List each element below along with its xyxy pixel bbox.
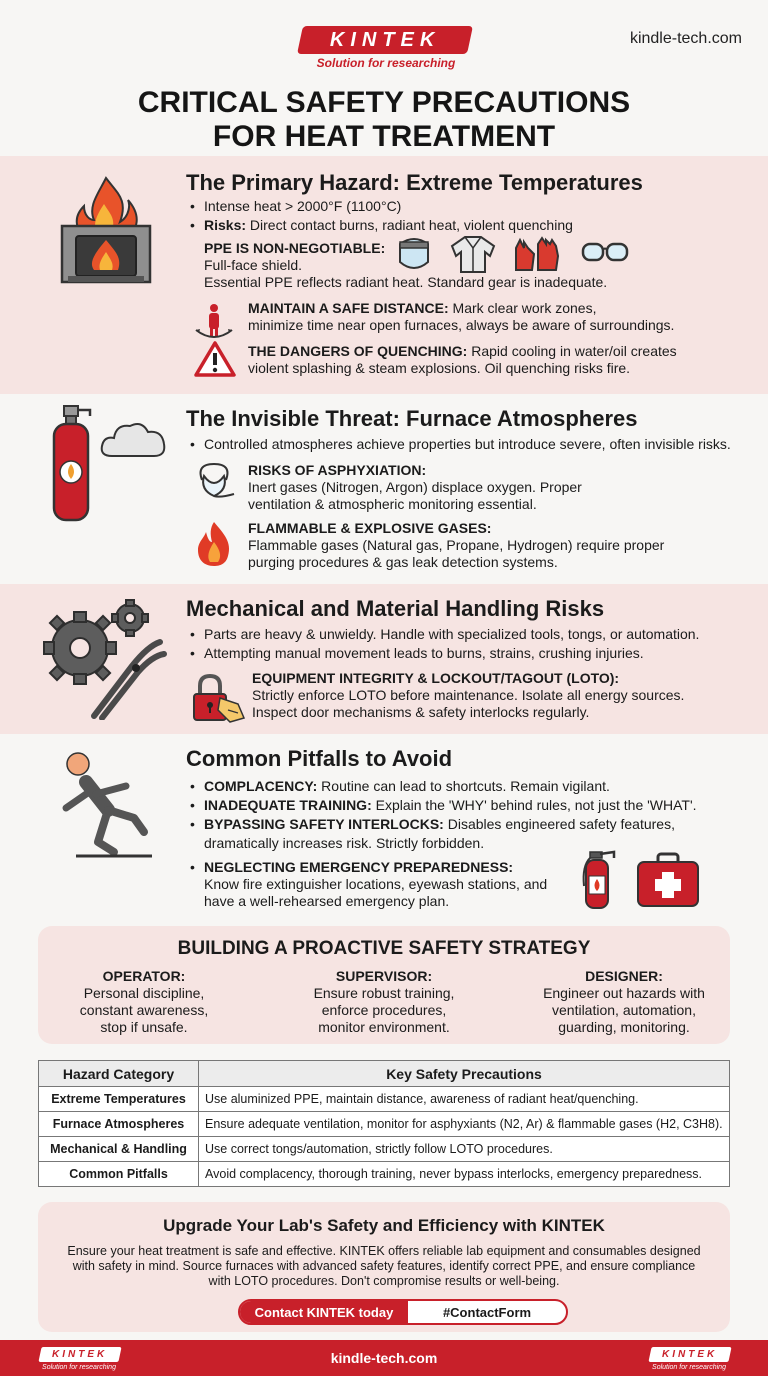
table-row: Furnace Atmospheres Ensure adequate ventilation, monitor for asphyxiants (N2, Ar) & flammable gases (H2, C3H8). — [39, 1112, 730, 1137]
tongs-icon — [88, 636, 168, 720]
table-header-row — [39, 1061, 730, 1087]
pitfalls-bullets — [190, 777, 697, 910]
list-item: • Intense heat > 2000°F (1100°C) — [190, 197, 573, 216]
page-title: CRITICAL SAFETY PRECAUTIONS FOR HEAT TREATMENT — [137, 86, 631, 153]
cta-title: Upgrade Your Lab's Safety and Efficiency with KINTEK — [163, 1216, 605, 1235]
site-url-top[interactable]: kindle-tech.com — [629, 30, 742, 47]
slipping-person-icon — [56, 752, 156, 864]
first-aid-kit-icon — [636, 852, 700, 908]
ppe-block: PPE IS NON-NEGOTIABLE: Full-face shield. Essential PPE reflects radiant heat. Standard gear is inadequate. — [204, 240, 608, 290]
operator-role: OPERATOR: Personal discipline, constant awareness, stop if unsafe. — [79, 968, 209, 1035]
flammable-block: FLAMMABLE & EXPLOSIVE GASES: Flammable gases (Natural gas, Propane, Hydrogen) require proper purging procedures & gas leak detection systems. — [248, 520, 665, 570]
safety-goggles-icon — [580, 238, 630, 268]
strategy-title: BUILDING A PROACTIVE SAFETY STRATEGY — [177, 938, 591, 959]
footer-logo-left[interactable]: KINTEK — [38, 1347, 121, 1362]
safety-strategy-box — [38, 926, 730, 1044]
padlock-tag-icon — [192, 674, 246, 724]
safe-distance-block: MAINTAIN A SAFE DISTANCE: Mark clear work zones, minimize time near open furnaces, always be aware of surroundings. — [248, 300, 675, 333]
table-row: Common Pitfalls Avoid complacency, thorough training, never bypass interlocks, emergency preparedness. — [39, 1162, 730, 1187]
oxygen-mask-icon — [194, 460, 238, 500]
atmospheres-bullets — [190, 435, 731, 454]
warning-triangle-icon — [194, 340, 236, 378]
pitfalls-title: Common Pitfalls to Avoid — [186, 746, 453, 771]
list-item: • COMPLACENCY: Routine can lead to shortcuts. Remain vigilant. — [190, 777, 697, 796]
cta-text: Ensure your heat treatment is safe and effective. KINTEK offers reliable lab equipment and consumables designed with safety in mind. Source furnaces with advanced safety features, identify correct PPE, and ensure compliance with LOTO procedures. Don't compromise results or well-being. — [67, 1244, 701, 1288]
supervisor-role: SUPERVISOR: Ensure robust training, enforce procedures, monitor environment. — [313, 968, 455, 1035]
mechanical-title: Mechanical and Material Handling Risks — [186, 596, 605, 621]
list-item: • BYPASSING SAFETY INTERLOCKS: Disables engineered safety features, dramatically increases risk. Strictly forbidden. — [190, 815, 697, 853]
cta-box — [38, 1202, 730, 1332]
logo-tagline: Solution for researching — [316, 56, 456, 70]
aluminized-coat-icon — [450, 234, 496, 274]
footer-logo-right[interactable]: KINTEK — [648, 1347, 731, 1362]
kintek-logo[interactable]: KINTEK — [297, 26, 473, 54]
table-row: Extreme Temperatures Use aluminized PPE, maintain distance, awareness of radiant heat/quenching. — [39, 1087, 730, 1112]
footer-site-url[interactable]: kindle-tech.com — [330, 1350, 438, 1366]
list-item: • Controlled atmospheres achieve properties but introduce severe, often invisible risks. — [190, 435, 731, 454]
temperatures-bullets — [190, 197, 573, 235]
column-header: Hazard Category — [39, 1061, 199, 1087]
summary-table — [38, 1060, 730, 1187]
cloud-icon — [98, 416, 168, 460]
cta-buttons — [238, 1299, 568, 1325]
temperatures-title: The Primary Hazard: Extreme Temperatures — [186, 170, 643, 195]
column-header: Key Safety Precautions — [199, 1061, 730, 1087]
flame-icon — [194, 520, 234, 568]
loto-block: EQUIPMENT INTEGRITY & LOCKOUT/TAGOUT (LOTO): Strictly enforce LOTO before maintenance. Isolate all energy sources. Inspect door mechanisms & safety interlocks regularly. — [252, 670, 685, 720]
list-item: • Parts are heavy & unwieldy. Handle with specialized tools, tongs, or automation. — [190, 625, 699, 644]
ppe-label: PPE IS NON-NEGOTIABLE: — [204, 240, 386, 256]
quenching-block: THE DANGERS OF QUENCHING: Rapid cooling in water/oil creates violent splashing & steam explosions. Oil quenching risks fire. — [248, 343, 677, 376]
gas-cylinder-icon — [46, 404, 96, 524]
heat-gloves-icon — [512, 234, 562, 274]
mechanical-bullets — [190, 625, 699, 663]
list-item: • INADEQUATE TRAINING: Explain the 'WHY' behind rules, not just the 'WHAT'. — [190, 796, 697, 815]
footer-bar — [0, 1340, 768, 1376]
fire-extinguisher-icon — [578, 846, 620, 910]
list-item: • Risks: Direct contact burns, radiant heat, violent quenching — [190, 216, 573, 235]
contact-form-link[interactable]: #ContactForm — [442, 1304, 532, 1320]
furnace-fire-icon — [58, 170, 154, 288]
table-row: Mechanical & Handling Use correct tongs/automation, strictly follow LOTO procedures. — [39, 1137, 730, 1162]
list-item: • NEGLECTING EMERGENCY PREPAREDNESS: Know fire extinguisher locations, eyewash stations, and have a well-rehearsed emergency plan. — [190, 859, 697, 910]
footer-tagline-left: Solution for researching — [42, 1364, 116, 1371]
contact-kintek-button[interactable]: Contact KINTEK today — [240, 1301, 408, 1323]
footer-tagline-right: Solution for researching — [652, 1364, 726, 1371]
atmospheres-title: The Invisible Threat: Furnace Atmospheres — [186, 406, 638, 431]
distance-worker-icon — [192, 302, 236, 342]
designer-role: DESIGNER: Engineer out hazards with ventilation, automation, guarding, monitoring. — [543, 968, 705, 1035]
asphyxiation-block: RISKS OF ASPHYXIATION: Inert gases (Nitrogen, Argon) displace oxygen. Proper ventilation & atmospheric monitoring essential. — [248, 462, 582, 512]
list-item: • Attempting manual movement leads to burns, strains, crushing injuries. — [190, 644, 699, 663]
face-shield-icon — [394, 234, 434, 274]
